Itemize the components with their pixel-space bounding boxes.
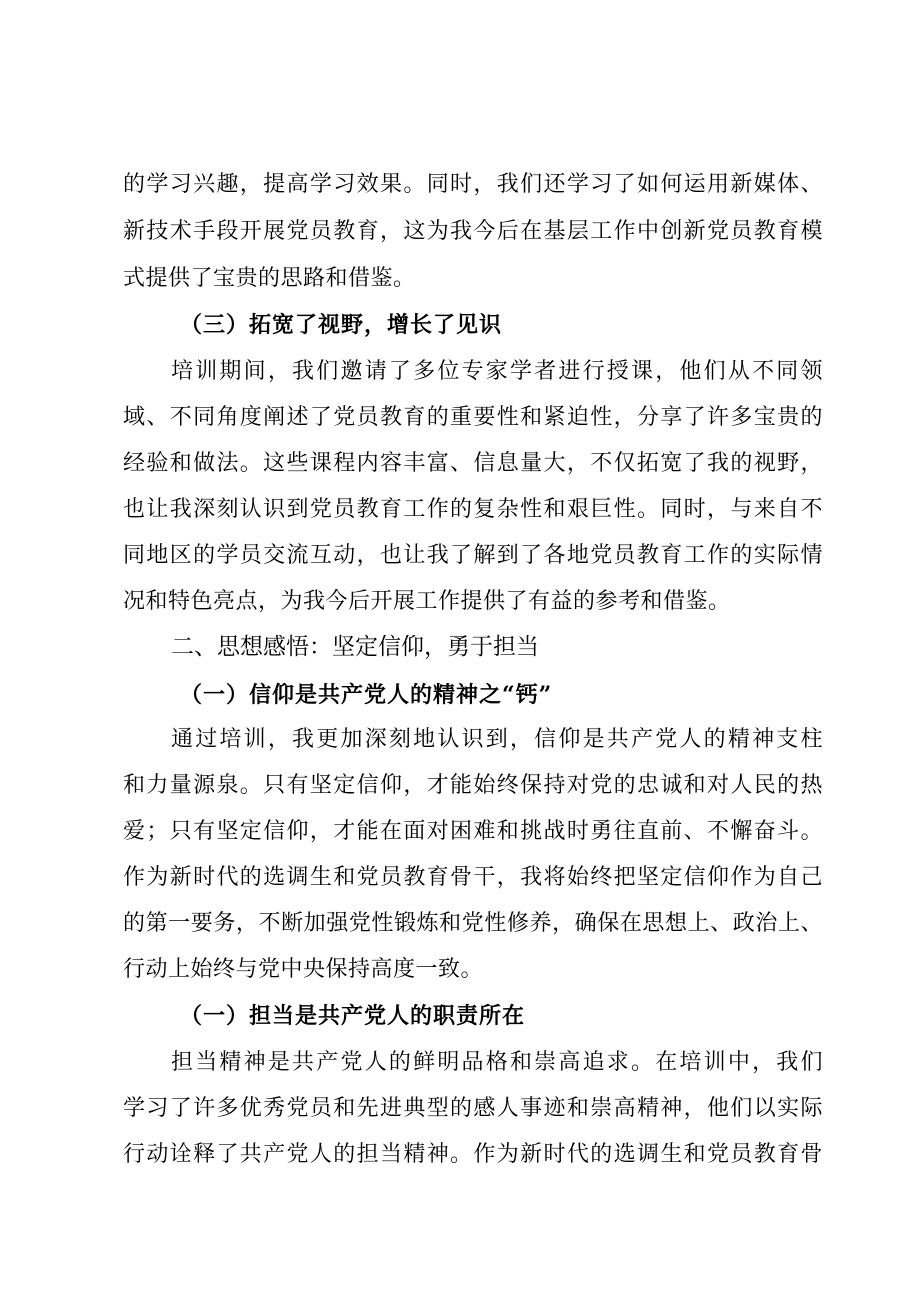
paragraph-line: 通过培训，我更加深刻地认识到，信仰是共产党人的精神支柱 [171, 727, 823, 752]
paragraph-line: 况和特色亮点，为我今后开展工作提供了有益的参考和借鉴。 [123, 589, 731, 614]
paragraph-line: 式提供了宝贵的思路和借鉴。 [123, 266, 416, 291]
paragraph-line: 域、不同角度阐述了党员教育的重要性和紧迫性，分享了许多宝贵的 [123, 405, 823, 430]
paragraph-line: 行动上始终与党中央保持高度一致。 [123, 957, 484, 982]
paragraph-line: 同地区的学员交流互动，也让我了解到了各地党员教育工作的实际情 [123, 543, 823, 568]
paragraph-line: 和力量源泉。只有坚定信仰，才能始终保持对党的忠诚和对人民的热 [123, 773, 823, 798]
paragraph-line: 爱；只有坚定信仰，才能在面对困难和挑战时勇往直前、不懈奋斗。 [123, 819, 823, 844]
paragraph-line: 学习了许多优秀党员和先进典型的感人事迹和崇高精神，他们以实际 [123, 1096, 823, 1121]
paragraph-line: 作为新时代的选调生和党员教育骨干，我将始终把坚定信仰作为自己 [123, 865, 823, 890]
paragraph-line: 行动诠释了共产党人的担当精神。作为新时代的选调生和党员教育骨 [123, 1142, 823, 1167]
paragraph-line: 经验和做法。这些课程内容丰富、信息量大，不仅拓宽了我的视野， [123, 451, 823, 476]
section-heading: 二、思想感悟：坚定信仰，勇于担当 [171, 634, 539, 660]
paragraph-line: 的第一要务，不断加强党性锻炼和党性修养，确保在思想上、政治上、 [123, 911, 823, 936]
paragraph-line: 培训期间，我们邀请了多位专家学者进行授课，他们从不同领 [171, 359, 823, 384]
subsection-heading: （一）信仰是共产党人的精神之“钙” [180, 682, 553, 708]
paragraph-line: 担当精神是共产党人的鲜明品格和崇高追求。在培训中，我们 [171, 1050, 823, 1075]
subsection-heading: （一）担当是共产党人的职责所在 [180, 1003, 526, 1029]
paragraph-line: 也让我深刻认识到党员教育工作的复杂性和艰巨性。同时，与来自不 [123, 497, 823, 522]
subsection-heading: （三）拓宽了视野，增长了见识 [180, 312, 503, 338]
paragraph-line: 的学习兴趣，提高学习效果。同时，我们还学习了如何运用新媒体、 [123, 172, 823, 197]
paragraph-line: 新技术手段开展党员教育，这为我今后在基层工作中创新党员教育模 [123, 219, 823, 244]
